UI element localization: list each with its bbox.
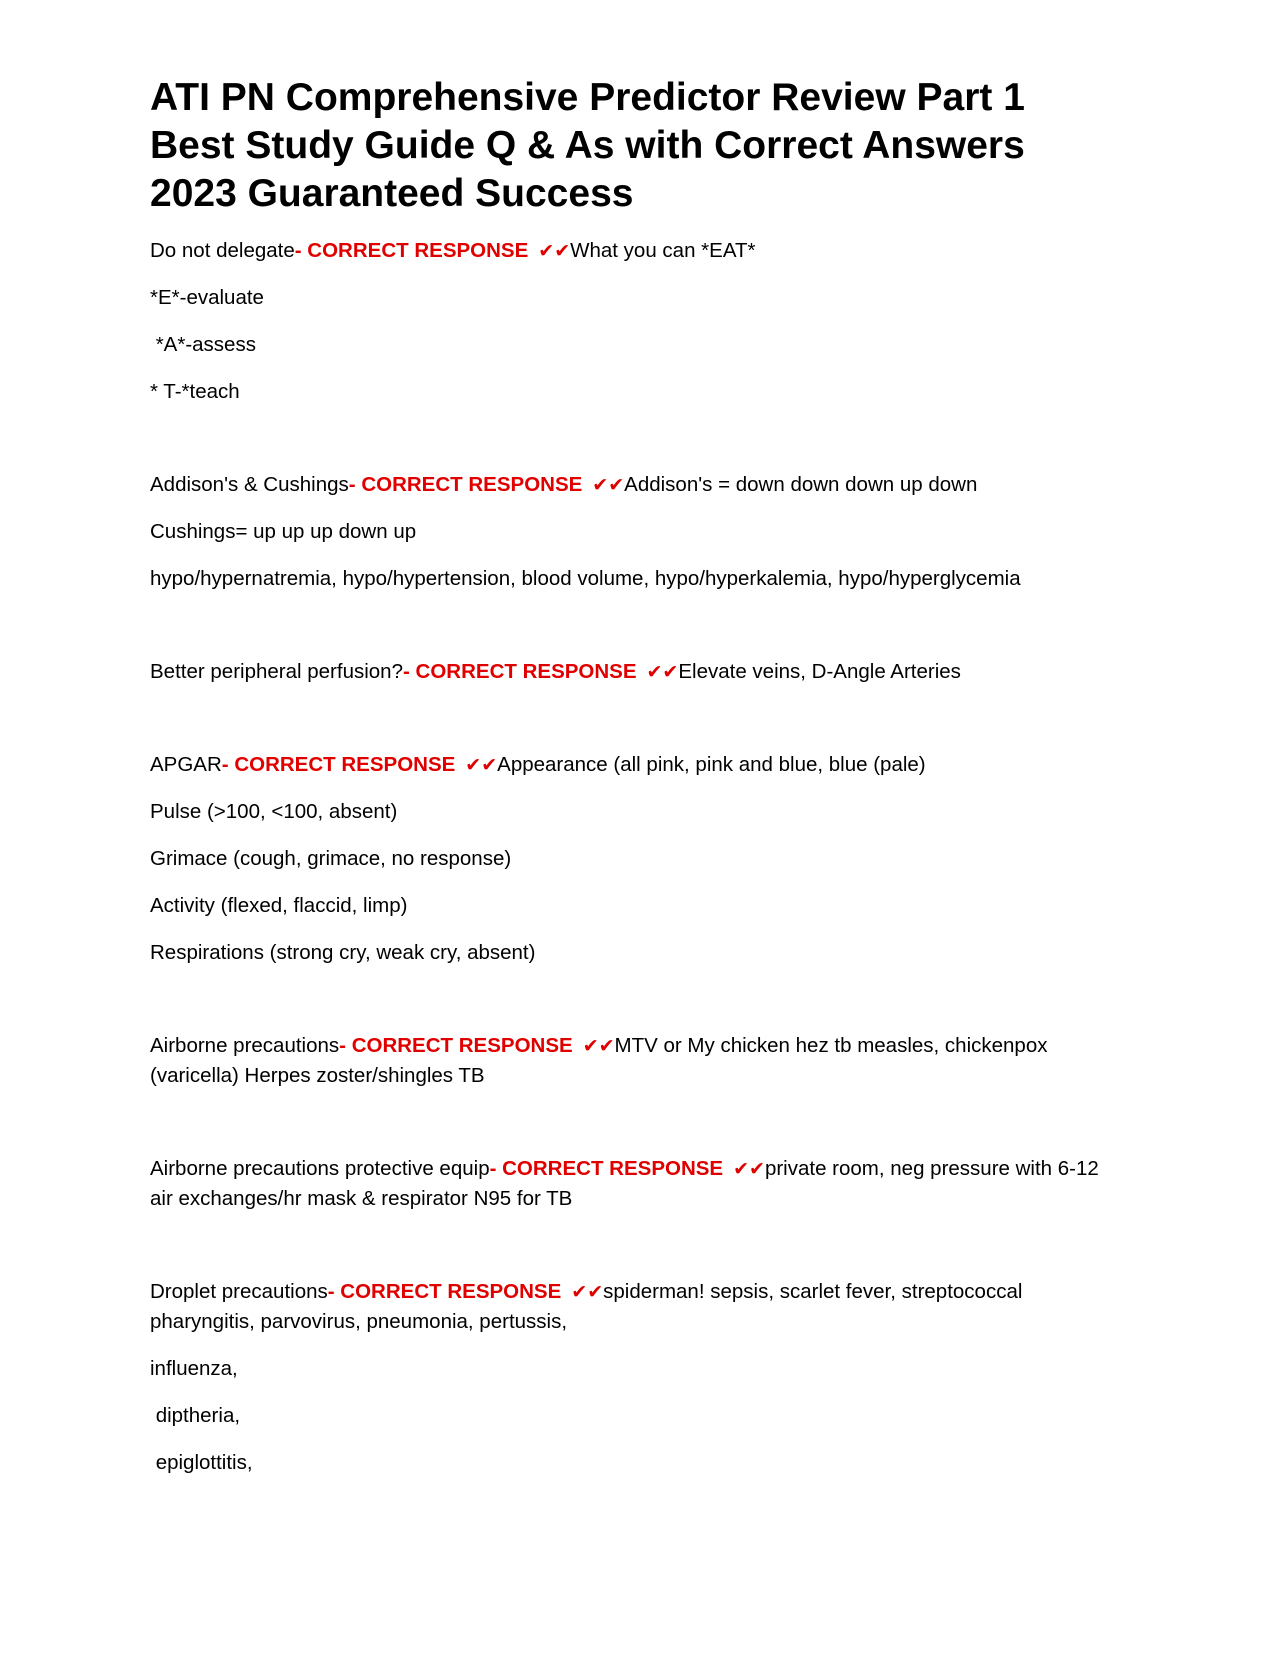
double-check-icon: ✔✔ xyxy=(465,754,498,776)
qa-entry xyxy=(150,750,1110,968)
answer-text: Addison's = down down down up down xyxy=(624,473,978,496)
question-term: Addison's & Cushings xyxy=(150,473,349,496)
double-check-icon: ✔✔ xyxy=(571,1281,604,1303)
separator: - xyxy=(403,660,416,683)
answer-text: private room, neg pressure with 6-12 air exchanges/hr mask & respirator N95 for TB xyxy=(150,1157,1105,1210)
entry-spacer xyxy=(150,1231,1110,1277)
entry-spacer xyxy=(150,424,1110,470)
question-term: Airborne precautions xyxy=(150,1034,340,1057)
correct-response-label: CORRECT RESPONSE xyxy=(340,1280,562,1303)
qa-question-line xyxy=(150,1154,1110,1214)
answer-extra-line: *E*-evaluate xyxy=(150,286,264,309)
separator: - xyxy=(327,1280,341,1303)
correct-response-label: CORRECT RESPONSE xyxy=(415,660,637,683)
separator: - xyxy=(489,1157,503,1180)
entry-spacer xyxy=(150,704,1110,750)
separator: - xyxy=(294,239,308,262)
document-page xyxy=(150,74,1110,1495)
qa-question-line xyxy=(150,470,1110,500)
answer-extra-line: *A*-assess xyxy=(150,333,256,356)
question-term: APGAR xyxy=(150,753,222,776)
qa-question-line xyxy=(150,1031,1110,1091)
entry-spacer xyxy=(150,985,1110,1031)
answer-extra-line: Activity (flexed, flaccid, limp) xyxy=(150,894,408,917)
answer-extra-line: Pulse (>100, <100, absent) xyxy=(150,800,398,823)
qa-question-line xyxy=(150,236,1110,266)
qa-entry xyxy=(150,236,1110,407)
double-check-icon: ✔✔ xyxy=(582,1035,615,1057)
correct-response-label: CORRECT RESPONSE xyxy=(502,1157,724,1180)
entries-list xyxy=(150,236,1110,1478)
answer-text: What you can *EAT* xyxy=(570,239,756,262)
answer-extra-line: diptheria, xyxy=(150,1404,241,1427)
answer-extra-line: Cushings= up up up down up xyxy=(150,520,417,543)
answer-text: MTV or My chicken hez tb measles, chickenpox (varicella) Herpes zoster/shingles TB xyxy=(150,1034,1054,1087)
qa-question-line xyxy=(150,1277,1110,1337)
qa-question-line xyxy=(150,750,1110,780)
qa-entry xyxy=(150,470,1110,594)
answer-extra-line: influenza, xyxy=(150,1357,238,1380)
separator: - xyxy=(348,473,362,496)
double-check-icon: ✔✔ xyxy=(538,240,571,262)
entry-spacer xyxy=(150,611,1110,657)
entry-spacer xyxy=(150,1108,1110,1154)
correct-response-label: CORRECT RESPONSE xyxy=(351,1034,573,1057)
answer-text: Elevate veins, D-Angle Arteries xyxy=(678,660,961,683)
double-check-icon: ✔✔ xyxy=(646,661,679,683)
correct-response-label: CORRECT RESPONSE xyxy=(234,753,456,776)
qa-entry xyxy=(150,657,1110,687)
answer-extra-line: * T-*teach xyxy=(150,380,240,403)
correct-response-label: CORRECT RESPONSE xyxy=(361,473,583,496)
qa-entry xyxy=(150,1277,1110,1478)
question-term: Do not delegate xyxy=(150,239,295,262)
qa-entry xyxy=(150,1031,1110,1091)
correct-response-label: CORRECT RESPONSE xyxy=(307,239,529,262)
answer-text: Appearance (all pink, pink and blue, blue (pale) xyxy=(497,753,926,776)
separator: - xyxy=(339,1034,352,1057)
separator: - xyxy=(221,753,235,776)
double-check-icon: ✔✔ xyxy=(733,1158,765,1180)
question-term: Airborne precautions protective equip xyxy=(150,1157,490,1180)
answer-text: spiderman! sepsis, scarlet fever, streptococcal pharyngitis, parvovirus, pneumonia, pertussis, xyxy=(150,1280,1029,1333)
question-term: Better peripheral perfusion? xyxy=(150,660,403,683)
qa-entry xyxy=(150,1154,1110,1214)
double-check-icon: ✔✔ xyxy=(592,474,625,496)
answer-extra-line: Grimace (cough, grimace, no response) xyxy=(150,847,512,870)
document-title: ATI PN Comprehensive Predictor Review Part 1 Best Study Guide Q & As with Correct Answers 2023 Guaranteed Success xyxy=(150,76,1025,215)
qa-question-line xyxy=(150,657,1110,687)
question-term: Droplet precautions xyxy=(150,1280,328,1303)
answer-extra-line: hypo/hypernatremia, hypo/hypertension, blood volume, hypo/hyperkalemia, hypo/hyperglycemia xyxy=(150,567,1021,590)
answer-extra-line: epiglottitis, xyxy=(150,1451,253,1474)
answer-extra-line: Respirations (strong cry, weak cry, absent) xyxy=(150,941,536,964)
